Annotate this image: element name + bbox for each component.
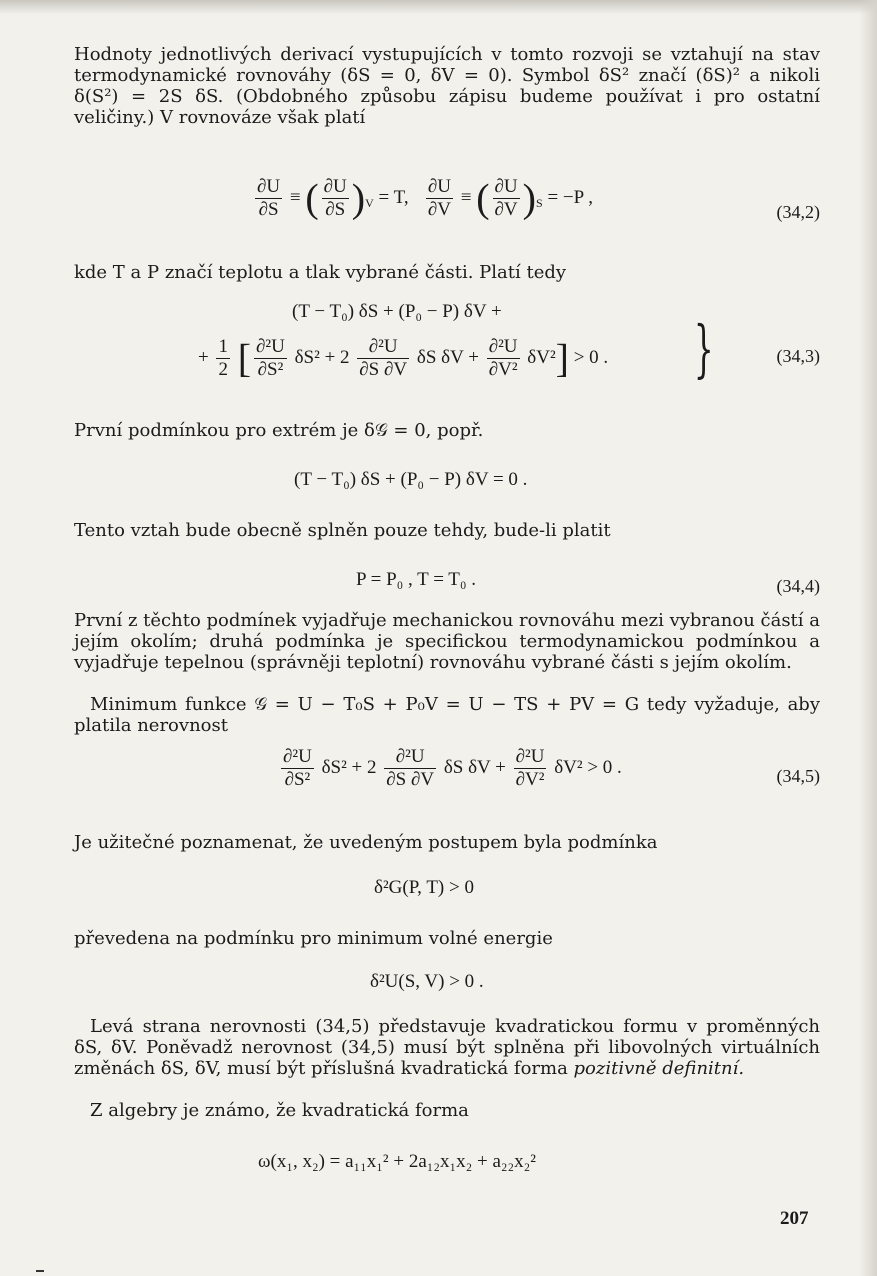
paragraph-10: Z algebry je známo, že kvadratická forma [90,1100,469,1121]
equation-34-3-line-1: (T − T₀) δS + (P₀ − P) δV + [292,301,502,322]
page-number: 207 [780,1208,809,1229]
equation-34-3-line-2: + $\frac{1}{2}$ [ $\frac{\text{∂²U}}{\text{∂S²}}$ δS² + 2 $\frac{\text{∂²U}}{\partial S \partial V}$ δS δV + $\frac{\text{∂²U}}{\text{∂V²}}$ δV²] > 0 . [198,335,609,381]
equation-34-4: P = P₀ , T = T₀ . [356,569,477,590]
paragraph-4: Tento vztah bude obecně splněn pouze tehdy, bude-li platit [74,520,611,541]
equation-d2G: δ²G(P, T) > 0 [374,877,474,898]
paragraph-3: První podmínkou pro extrém je δ𝒢 = 0, popř. [74,420,484,441]
emphasis-positive-definite: pozitivně definitní. [573,1058,745,1079]
page-top-shadow [0,0,877,14]
paragraph-9: Levá strana nerovnosti (34,5) představuje kvadratickou formu v proměnných δS, δV. Poněvadž nerovnost (34,5) musí být splněna při libovolných virtuálních změnách δS, δV, musí být příslušná kvadratická forma pozitivně definitní. [74,1016,820,1079]
equation-number-34-5: (34,5) [776,766,820,786]
equation-number-34-4: (34,4) [776,576,820,596]
page-right-shadow [859,0,877,1276]
paragraph-8: převedena na podmínku pro minimum volné energie [74,928,553,949]
paragraph-7: Je užitečné poznamenat, že uvedeným postupem byla podmínka [74,832,658,853]
equation-34-5: $\frac{\text{∂²U}}{\text{∂S²}}$ δS² + 2 $\frac{\text{∂²U}}{\partial S \partial V}$ δS δV + $\frac{\text{∂²U}}{\text{∂V²}}$ δV² > 0 . [283,746,622,790]
equation-extremum: (T − T₀) δS + (P₀ − P) δV = 0 . [294,469,528,490]
equation-quadratic-form: ω(x₁, x₂) = a₁₁x₁² + 2a₁₂x₁x₂ + a₂₂x₂² [258,1151,536,1172]
right-brace: } [693,312,714,385]
paragraph-1: Hodnoty jednotlivých derivací vystupujících v tomto rozvoji se vztahují na stav termodynamické rovnováhy (δS = 0, δV = 0). Symbol δS² značí (δS)² a nikoli δ(S²) = 2S δS. (Obdobného způsobu zápisu budeme používat i pro ostatní veličiny.) V rovnováze však platí [74,44,820,128]
equation-number-34-2: (34,2) [776,202,820,222]
paragraph-2: kde T a P značí teplotu a tlak vybrané části. Platí tedy [74,262,567,283]
equation-34-2: $\frac{\partial U}{\partial S}$ ≡ ( $\frac{\partial U}{\partial S}$ )$_V = T$, $\frac{\partial U}{\partial V}$ ≡ ( $\frac{\partial U}{\partial V}$ )$_S = -P$ , [257,175,593,221]
paragraph-6: Minimum funkce 𝒢 = U − T₀S + P₀V = U − TS + PV = G tedy vyžaduje, aby platila nerovnost [74,694,820,736]
paragraph-5: První z těchto podmínek vyjadřuje mechanickou rovnováhu mezi vybranou částí a jejím okolím; druhá podmínka je specifickou termodynamickou podmínkou a vyjadřuje tepelnou (správněji teplotní) rovnováhu vybrané části s jejím okolím. [74,610,820,673]
margin-mark [36,1270,44,1272]
equation-d2U: δ²U(S, V) > 0 . [370,971,484,992]
equation-number-34-3: (34,3) [776,346,820,366]
